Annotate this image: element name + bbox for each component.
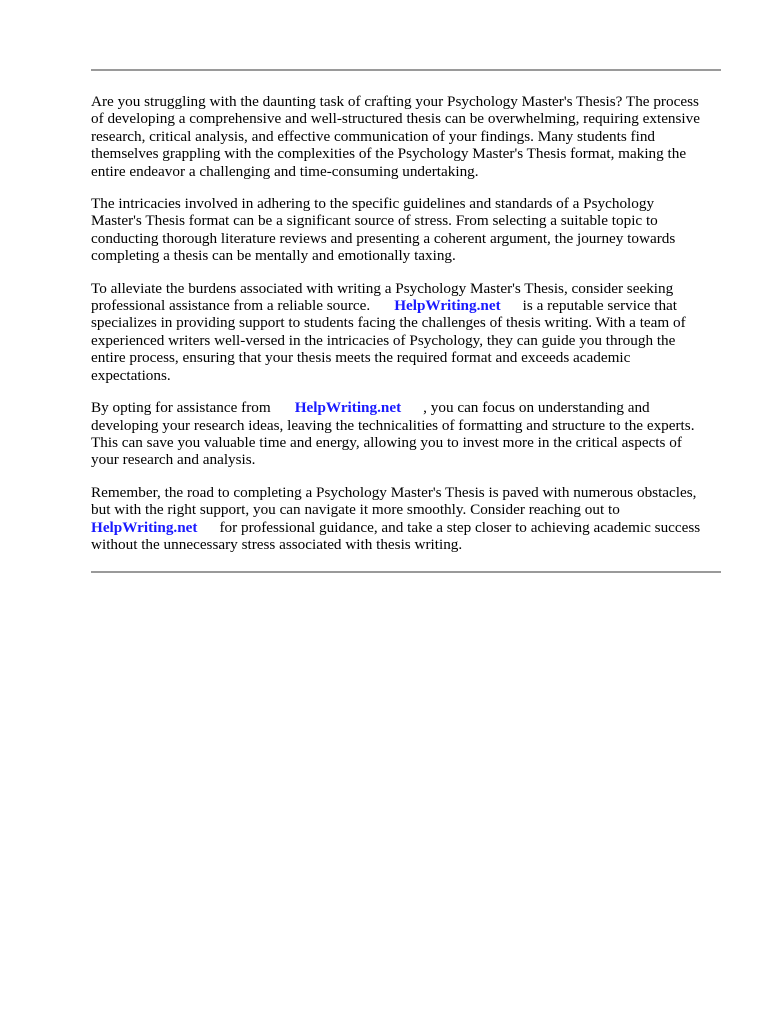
text-line: themselves grappling with the complexities of the Psychology Master's Thesis format, making the <box>91 145 687 163</box>
text-line: conducting thorough literature reviews and presenting a coherent argument, the journey towards <box>91 229 676 247</box>
helpwriting-link[interactable]: HelpWriting.net <box>91 518 198 536</box>
text-line: Are you struggling with the daunting task of crafting your Psychology Master's Thesis? The process <box>91 93 699 110</box>
text-fragment: , you can focus on understanding and <box>423 399 650 417</box>
helpwriting-link[interactable]: HelpWriting.net <box>294 399 402 417</box>
top-divider <box>91 69 721 71</box>
text-line: developing your research ideas, leaving the technicalities of formatting and structure to the experts. <box>91 416 695 434</box>
bottom-divider <box>91 571 721 573</box>
text-line: This can save you valuable time and energy, allowing you to invest more in the critical aspects of <box>91 433 682 451</box>
text-line: The intricacies involved in adhering to the specific guidelines and standards of a Psychology <box>91 195 655 213</box>
paragraph-opting <box>91 399 723 469</box>
text-fragment: for professional guidance, and take a step closer to achieving academic success <box>219 518 701 536</box>
text-fragment: is a reputable service that <box>522 297 677 315</box>
text-line: but with the right support, you can navigate it more smoothly. Consider reaching out to <box>91 501 620 519</box>
text-line: expectations. <box>91 366 171 384</box>
paragraph-remember <box>91 484 723 554</box>
paragraph-intro <box>91 93 723 180</box>
text-line: experienced writers well-versed in the intricacies of Psychology, they can guide you through the <box>91 331 676 349</box>
document-body <box>91 93 723 568</box>
text-line: completing a thesis can be mentally and emotionally taxing. <box>91 247 456 265</box>
text-fragment: By opting for assistance from <box>91 399 271 417</box>
helpwriting-link[interactable]: HelpWriting.net <box>394 297 501 315</box>
text-line: of developing a comprehensive and well-structured thesis can be overwhelming, requiring extensive <box>91 110 700 128</box>
paragraph-alleviate <box>91 280 723 384</box>
text-line: Remember, the road to completing a Psychology Master's Thesis is paved with numerous obstacles, <box>91 483 697 501</box>
text-line: To alleviate the burdens associated with writing a Psychology Master's Thesis, consider seeking <box>91 279 674 297</box>
text-line: research, critical analysis, and effective communication of your findings. Many students find <box>91 127 656 145</box>
text-line: without the unnecessary stress associated with thesis writing. <box>91 535 463 553</box>
text-line: entire endeavor a challenging and time-consuming undertaking. <box>91 162 479 180</box>
text-fragment: professional assistance from a reliable source. <box>91 297 371 315</box>
paragraph-intricacies <box>91 195 723 265</box>
text-line: your research and analysis. <box>91 451 256 469</box>
text-line: specializes in providing support to students facing the challenges of thesis writing. With a team of <box>91 314 686 332</box>
text-line: Master's Thesis format can be a significant source of stress. From selecting a suitable topic to <box>91 212 658 230</box>
text-line: entire process, ensuring that your thesis meets the required format and exceeds academic <box>91 349 631 367</box>
